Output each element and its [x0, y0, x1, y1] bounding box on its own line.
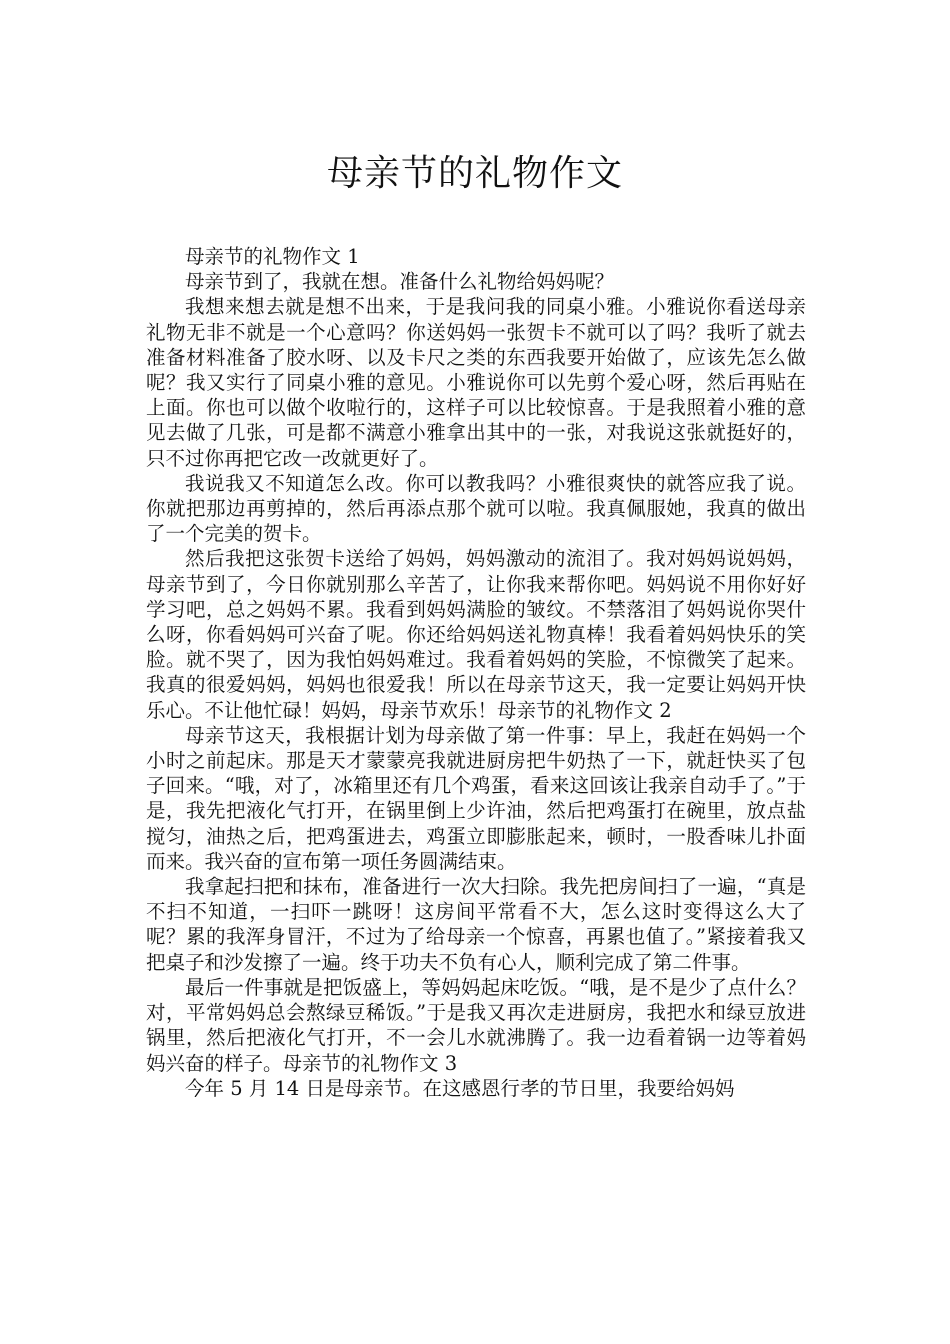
- paragraph: 我拿起扫把和抹布，准备进行一次大扫除。我先把房间扫了一遍，“真是不扫不知道，一扫吓一跳呀！这房间平常看不大，怎么这时变得这么大了呢？累的我浑身冒汗，不过为了给母亲一个惊喜，再累也值了。”紧接着我又把桌子和沙发擦了一遍。终于功夫不负有心人，顺利完成了第二件事。: [146, 875, 806, 974]
- paragraph: 母亲节到了，我就在想。准备什么礼物给妈妈呢？: [185, 270, 615, 294]
- paragraph: 然后我把这张贺卡送给了妈妈，妈妈激动的流泪了。我对妈妈说妈妈，母亲节到了，今日你就别那么辛苦了，让你我来帮你吧。妈妈说不用你好好学习吧，总之妈妈不累。我看到妈妈满脸的皱纹。不禁落泪了妈妈说你哭什么呀，你看妈妈可兴奋了呢。你还给妈妈送礼物真棒！我看着妈妈快乐的笑脸。就不哭了，因为我怕妈妈难过。我看着妈妈的笑脸，不惊微笑了起来。我真的很爱妈妈，妈妈也很爱我！所以在母亲节这天，我一定要让妈妈开快乐心。不让他忙碌！妈妈，母亲节欢乐！母亲节的礼物作文 2: [146, 547, 806, 722]
- paragraph: 母亲节这天，我根据计划为母亲做了第一件事：早上，我赶在妈妈一个小时之前起床。那是天才蒙蒙亮我就进厨房把牛奶热了一下，就赶快买了包子回来。“哦，对了，冰箱里还有几个鸡蛋，看来这回该让我亲自动手了。”于是，我先把液化气打开，在锅里倒上少许油，然后把鸡蛋打在碗里，放点盐搅匀，油热之后，把鸡蛋进去，鸡蛋立即膨胀起来，顿时，一股香味儿扑面而来。我兴奋的宣布第一项任务圆满结束。: [146, 723, 806, 873]
- paragraph: 我想来想去就是想不出来，于是我问我的同桌小雅。小雅说你看送母亲礼物无非不就是一个心意吗？你送妈妈一张贺卡不就可以了吗？我听了就去准备材料准备了胶水呀、以及卡尺之类的东西我要开始做了，应该先怎么做呢？我又实行了同桌小雅的意见。小雅说你可以先剪个爱心呀，然后再贴在上面。你也可以做个收啦行的，这样子可以比较惊喜。于是我照着小雅的意见去做了几张，可是都不满意小雅拿出其中的一张，对我说这张就挺好的，只不过你再把它改一改就更好了。: [146, 295, 806, 470]
- paragraph: 今年 5 月 14 日是母亲节。在这感恩行孝的节日里，我要给妈妈: [185, 1076, 735, 1100]
- paragraph-essay1-heading: 母亲节的礼物作文 1: [185, 245, 360, 268]
- paragraph: 最后一件事就是把饭盛上，等妈妈起床吃饭。“哦，是不是少了点什么？对，平常妈妈总会熬绿豆稀饭。”于是我又再次走进厨房，我把水和绿豆放进锅里，然后把液化气打开，不一会儿水就沸腾了。我一边看着锅一边等着妈妈兴奋的样子。母亲节的礼物作文 3: [146, 975, 806, 1075]
- paragraph: 我说我又不知道怎么改。你可以教我吗？小雅很爽快的就答应我了说。你就把那边再剪掉的，然后再添点那个就可以啦。我真佩服她，我真的做出了一个完美的贺卡。: [146, 471, 806, 546]
- document-body: [146, 244, 806, 1101]
- document-title: 母亲节的礼物作文: [326, 153, 623, 195]
